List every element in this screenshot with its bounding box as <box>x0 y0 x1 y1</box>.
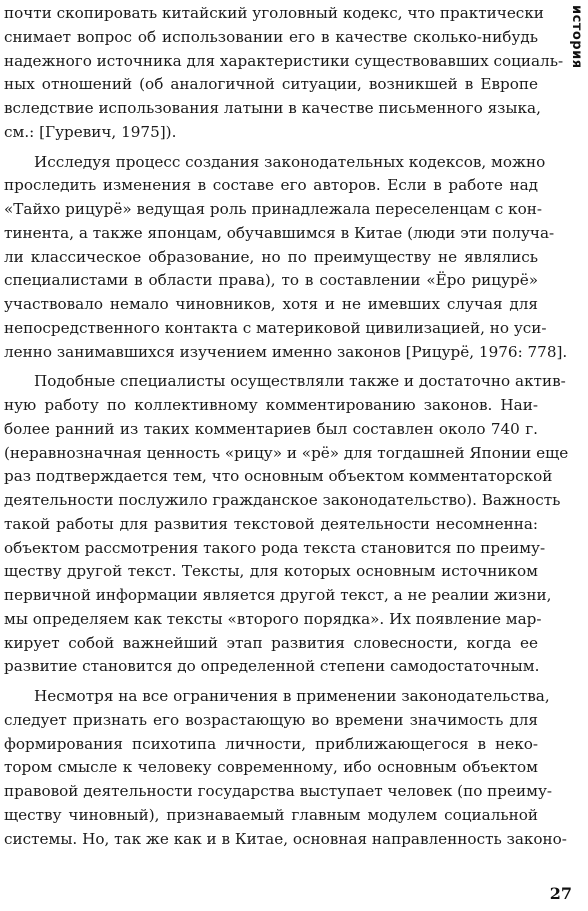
text-line: «Тайхо рицурё» ведущая роль принадлежала переселенцам с кон- <box>4 200 542 218</box>
text-line: Подобные специалисты осуществляли также и достаточно актив- <box>34 372 566 391</box>
text-line: системы. Но, так же как и в Китае, основная направленность законо- <box>4 829 567 848</box>
text-line: (неравнозначная ценность «рицу» и «рё» для тогдашней Японии еще <box>4 443 569 462</box>
text-line: кирует собой важнейший этап развития словесности, когда ее <box>4 633 538 652</box>
text-line: ных отношений (об аналогичной ситуации, возникшей в Европе <box>4 75 538 94</box>
text-line: формирования психотипа личности, приближающегося в неко- <box>4 734 538 753</box>
text-line: более ранний из таких комментариев был составлен около 740 г. <box>4 419 538 438</box>
text-line: проследить изменения в составе его авторов. Если в работе над <box>4 176 538 195</box>
text-line: специалистами в области права), то в составлении «Ёро рицурё» <box>4 271 538 290</box>
text-line: правовой деятельности государства выступает человек (по преиму- <box>4 782 553 800</box>
text-line: см.: [Гуревич, 1975]). <box>4 122 177 141</box>
text-line: участвовало немало чиновников, хотя и не имевших случая для <box>4 295 538 313</box>
paragraph <box>4 151 568 365</box>
text-line: непосредственного контакта с материковой цивилизацией, но уси- <box>4 318 547 337</box>
text-line: Исследуя процесс создания законодательных кодексов, можно <box>34 152 546 171</box>
page-number: 27 <box>549 884 572 903</box>
text-line: ли классическое образование, но по преимуществу не являлись <box>4 247 538 266</box>
text-line: почти скопировать китайский уголовный кодекс, что практически <box>4 4 544 22</box>
text-line: тором смысле к человеку современному, ибо основным объектом <box>4 758 538 777</box>
paragraph <box>4 2 564 145</box>
paragraph <box>4 370 569 679</box>
text-line: ществу другой текст. Тексты, для которых основным источником <box>4 562 538 581</box>
text-line: объектом рассмотрения такого рода текста становится по преиму- <box>4 538 546 557</box>
text-line: надежного источника для характеристики существовавших социаль- <box>4 51 564 70</box>
text-line: тинента, а также японцам, обучавшимся в Китае (люди эти получа- <box>4 223 555 242</box>
section-label: история <box>569 5 584 69</box>
text-line: снимает вопрос об использовании его в качестве сколько-нибудь <box>4 27 538 46</box>
paragraph <box>4 685 567 851</box>
text-line: ленно занимавшихся изучением именно законов [Рицурё, 1976: 778]. <box>4 342 568 361</box>
text-line: ществу чиновный), признаваемый главным модулем социальной <box>4 805 538 824</box>
text-line: развитие становится до определенной степени самодостаточным. <box>4 657 540 676</box>
text-line: вследствие использования латыни в качестве письменного языка, <box>4 99 541 117</box>
main-text <box>4 2 569 851</box>
text-line: мы определяем как тексты «второго порядка». Их появление мар- <box>4 609 542 628</box>
text-line: такой работы для развития текстовой деятельности несомненна: <box>4 514 538 533</box>
text-line: ную работу по коллективному комментированию законов. Наи- <box>4 396 538 414</box>
text-line: деятельности послужило гражданское законодательство). Важность <box>4 491 561 509</box>
text-line: раз подтверждается тем, что основным объектом комментаторской <box>4 467 553 486</box>
text-line: Несмотря на все ограничения в применении законодательства, <box>34 687 550 705</box>
text-line: следует признать его возрастающую во времени значимость для <box>4 710 538 729</box>
text-line: первичной информации является другой текст, а не реалии жизни, <box>4 586 552 604</box>
